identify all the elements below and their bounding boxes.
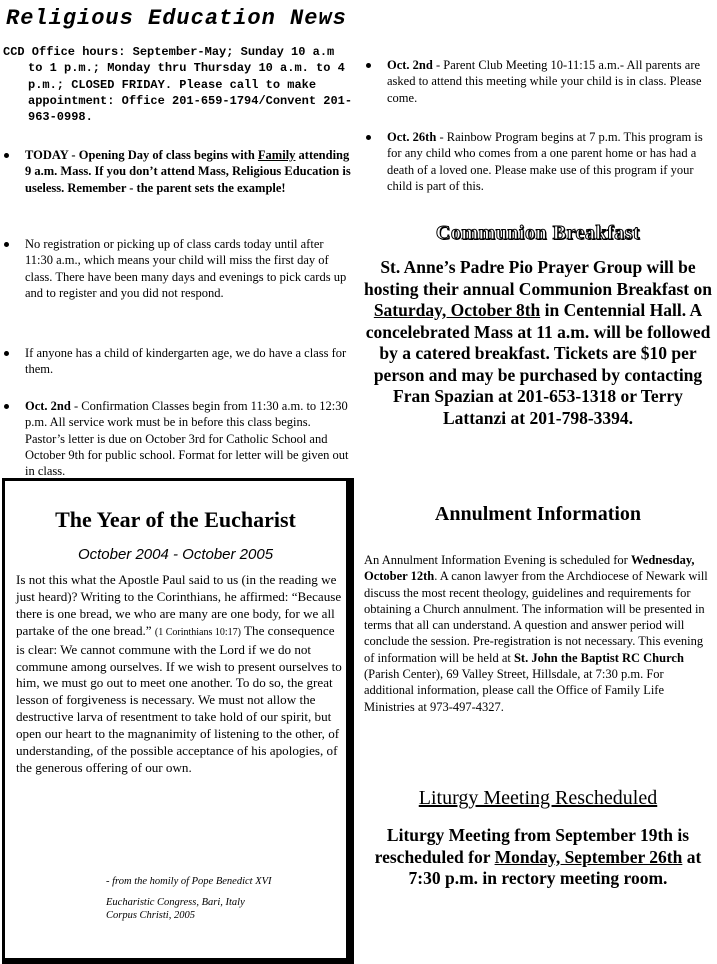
liturgy-text-a: Liturgy Meeting from September 19th is rescheduled for: [374, 825, 690, 867]
office-hours-rest: to 1 p.m.; Monday thru Thursday 10 a.m. to 4 p.m.; CLOSED FRIDAY. Please call to make appointment: Office 201-659-1794/Convent 201-963-0998.: [28, 61, 353, 125]
communion-date: Saturday, October 8th: [373, 300, 541, 320]
eucharist-attribution: [16, 875, 336, 922]
annulment-body: [364, 552, 714, 715]
list-item: [0, 236, 351, 301]
bullet-icon: [366, 135, 371, 140]
list-item: [362, 57, 709, 106]
religious-education-title: Religious Education News: [6, 6, 347, 31]
item-date: Oct. 2nd: [387, 58, 433, 72]
attribution-homily: - from the homily of Pope Benedict XVI: [106, 876, 272, 887]
bullet-icon: [366, 63, 371, 68]
list-item: [0, 398, 351, 479]
communion-text-b: in Centennial Hall. A concelebrated Mass at 11 a.m. will be followed by a catered breakfast. Tickets are $10 per person and may be purchased by contacting Fran Spazian at 201-653-1318 or Terry Lattanzi at 201-798-3394.: [365, 300, 711, 428]
eucharist-title: The Year of the Eucharist: [55, 507, 296, 532]
item-text: If anyone has a child of kindergarten age, we do have a class for them.: [25, 346, 347, 377]
item-text: attending 9 a.m. Mass. If you don’t attend Mass, Religious Education is useless. Remember - the parent sets the example!: [25, 148, 351, 195]
annulment-place: St. John the Baptist RC Church: [513, 650, 684, 665]
item-family: Family: [257, 148, 296, 162]
bullet-icon: [4, 242, 9, 247]
ccd-office-hours: [3, 44, 355, 125]
eucharist-text-a: Is not this what the Apostle Paul said to us (in the reading we just heard)? Writing to the Corinthians, he affirmed: “Because there is one bread, we who are many are one body, for we all partake of the one bread.”: [16, 572, 342, 638]
bullet-icon: [4, 153, 9, 158]
liturgy-text-b: at 7:30 p.m. in rectory meeting room.: [408, 846, 702, 888]
liturgy-title: Liturgy Meeting Rescheduled: [418, 787, 658, 809]
item-text: - Parent Club Meeting 10-11:15 a.m.- All parents are asked to attend this meeting while your child is in class. Please come.: [387, 58, 702, 105]
attribution-date: Corpus Christi, 2005: [106, 910, 195, 921]
item-text: No registration or picking up of class cards today until after 11:30 a.m., which means your child will miss the first day of class. There have been many days and evenings to pick cards up and to register and you did not respond.: [25, 237, 347, 300]
attribution-congress: Eucharistic Congress, Bari, Italy: [106, 897, 245, 908]
annulment-text-c: (Parish Center), 69 Valley Street, Hillsdale, at 7:30 p.m. For additional information, please call the Office of Family Life Ministries at 973-497-4327.: [364, 667, 665, 714]
annulment-text-b: . A canon lawyer from the Archdiocese of Newark will discuss the most recent theology, guidelines and requirements for obtaining a Church annulment. The information will be presented in terms that all can understand. A question and answer period will conclude the session. Pre-registration is not necessary. This evening of information will be held at: [364, 569, 708, 665]
eucharist-box: [2, 478, 354, 964]
item-date: Oct. 2nd: [25, 399, 71, 413]
liturgy-date: Monday, September 26th: [494, 846, 683, 867]
list-item: [0, 345, 351, 378]
list-item: [362, 129, 709, 194]
bullet-icon: [4, 351, 9, 356]
liturgy-body: [362, 825, 714, 890]
list-item: [0, 147, 355, 196]
annulment-title: Annulment Information: [434, 503, 642, 525]
annulment-text-a: An Annulment Information Evening is scheduled for: [364, 553, 631, 567]
eucharist-subtitle: October 2004 - October 2005: [77, 546, 274, 563]
attribution-line1: [16, 875, 336, 888]
eucharist-body: [16, 572, 346, 777]
item-date: Oct. 26th: [387, 130, 437, 144]
eucharist-text-b: The consequence is clear: We cannot commune with the Lord if we do not commune among ourselves. If we wish to present ourselves to him, we must go out to meet one another. To do so, the great lesson of forgiveness is necessary. We must not allow the destructive larva of resentment to take hold of our spirit, but open our heart to the magnanimity of listening to the other, of understanding, of the possible acceptance of his apologies, of the generous offering of our own.: [16, 622, 342, 775]
item-text: - Rainbow Program begins at 7 p.m. This program is for any child who comes from a one parent home or has had a death of a loved one. Please make use of this program if your child is part of this.: [387, 130, 703, 193]
communion-text-a: St. Anne’s Padre Pio Prayer Group will be hosting their annual Communion Breakfast on: [364, 257, 712, 299]
communion-breakfast-body: [362, 257, 714, 429]
item-date: TODAY - Opening Day of class begins with: [25, 148, 255, 162]
bullet-icon: [4, 404, 9, 409]
office-hours-line1: CCD Office hours: September-May; Sunday 10 a.m: [3, 45, 335, 59]
communion-breakfast-title: Communion Breakfast: [435, 222, 641, 244]
eucharist-citation: (1 Corinthians 10:17): [154, 626, 241, 638]
item-text: - Confirmation Classes begin from 11:30 a.m. to 12:30 p.m. All service work must be in before this class begins. Pastor’s letter is due on October 3rd for Catholic School and October 9th for public school. Format for letter will be given out in class.: [25, 399, 349, 479]
annulment-date: Wednesday, October 12th: [364, 553, 695, 584]
